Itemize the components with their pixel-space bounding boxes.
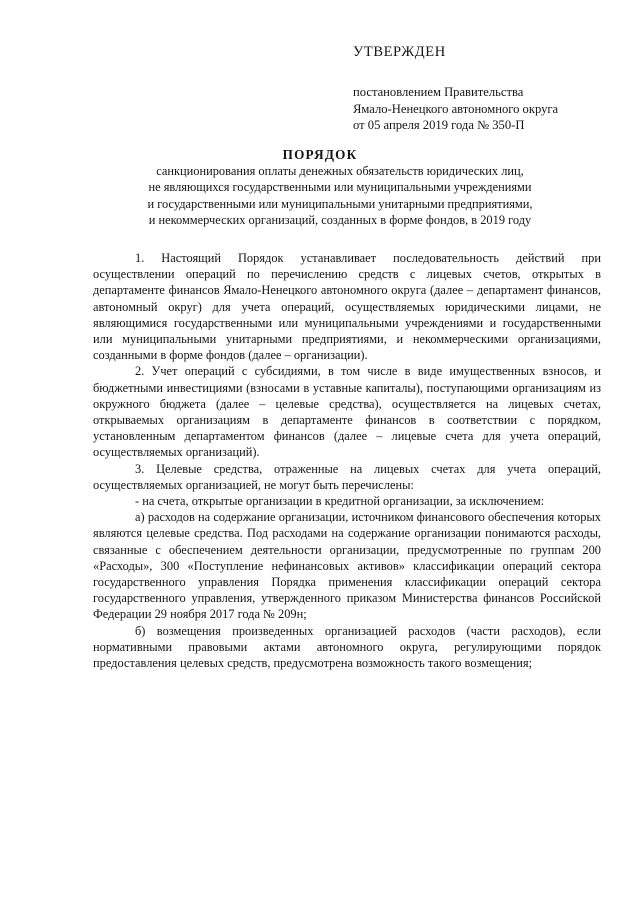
approval-details — [353, 84, 558, 134]
paragraph-3-item: - на счета, открытые организации в кредитной организации, за исключением: — [135, 494, 545, 509]
approval-line: от 05 апреля 2019 года № 350-П — [353, 118, 525, 132]
subtitle-line: не являющихся государственными или муниципальными учреждениями — [148, 180, 532, 195]
document-title: ПОРЯДОК — [282, 147, 358, 162]
paragraph-3: 3. Целевые средства, отраженные на лицевых счетах для учета операций, осуществляемых организацией, не могут быть перечислены: — [93, 461, 601, 492]
subtitle-line: и государственными или муниципальными унитарными предприятиями, — [147, 196, 533, 211]
paragraph-3-b: б) возмещения произведенных организацией расходов (части расходов), если нормативными правовыми актами автономного округа, регулирующими порядок предоставления целевых средств, предусмотрена возможность такого возмещения; — [93, 623, 601, 671]
document-subtitle — [60, 163, 620, 228]
approval-line: постановлением Правительства — [353, 85, 524, 99]
paragraph-1: 1. Настоящий Порядок устанавливает последовательность действий при осуществлении операций по перечислению средств с лицевых счетов, открытых в департаменте финансов Ямало-Ненецкого автономного округа (далее – департамент финансов, автономный округ) для учета операций, осуществляемых юридическими лицами, не являющимися государственными или муниципальными учреждениями и государственными или муниципальными унитарными предприятиями, и некоммерческими организациями, созданными в форме фондов (далее – организации). — [93, 251, 601, 363]
paragraph-3-a: а) расходов на содержание организации, источником финансового обеспечения которых являются целевые средства. Под расходами на содержание организации понимаются расходы, связанные с обеспечением деятельности организации, предусмотренные по группам 200 «Расходы», 300 «Поступление нефинансовых активов» классификации операций сектора государственного управления Порядка применения классификации операций сектора государственного управления, утвержденного приказом Министерства финансов Российской Федерации 29 ноября 2017 года № 209н; — [93, 510, 601, 622]
approval-line: Ямало-Ненецкого автономного округа — [353, 101, 559, 116]
subtitle-line: и некоммерческих организаций, созданных в форме фондов, в 2019 году — [148, 212, 532, 227]
approval-stamp: УТВЕРЖДЕН — [353, 44, 446, 60]
document-body — [93, 250, 601, 671]
subtitle-line: санкционирования оплаты денежных обязательств юридических лиц, — [156, 164, 524, 178]
paragraph-2: 2. Учет операций с субсидиями, в том числе в виде имущественных взносов, и бюджетными инвестициями (взносами в уставные капиталы), поступающими организациям из окружного бюджета (далее – целевые средства), осуществляется на лицевых счетах, открываемых организациям в департаменте финансов в соответствии с порядком, установленным департаментом финансов (далее – лицевые счета для учета операций, осуществляемых организаций). — [93, 364, 601, 460]
